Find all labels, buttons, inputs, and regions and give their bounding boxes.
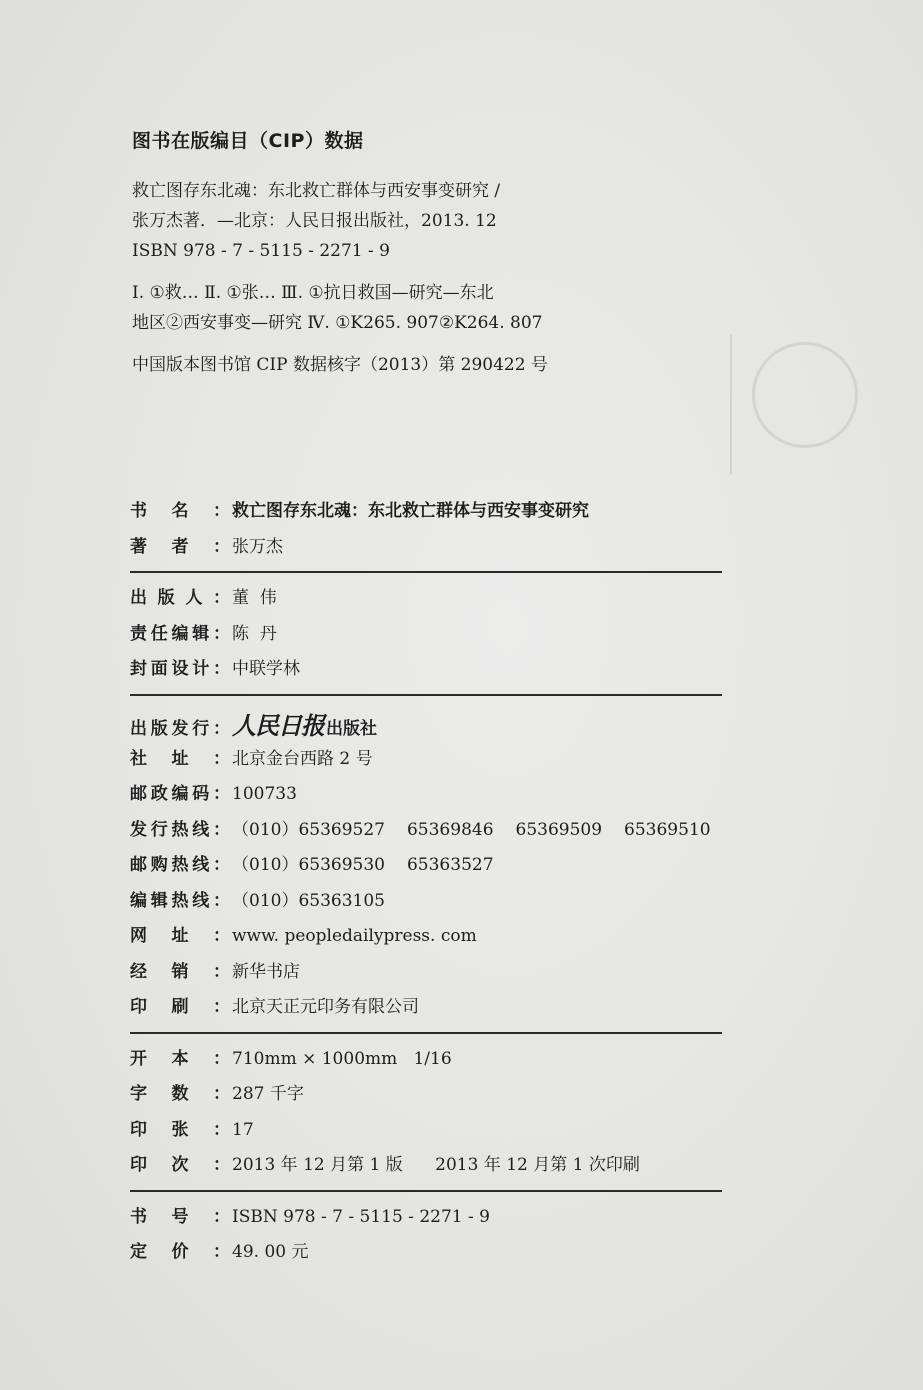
label: 网 址 ： <box>130 926 230 946</box>
row-edition <box>130 1150 722 1186</box>
row-seller <box>130 957 722 993</box>
divider <box>130 1032 722 1034</box>
phone-number: 65369510 <box>624 819 711 840</box>
bleed-through-seal <box>752 342 858 448</box>
cip-line-title: 救亡图存东北魂：东北救亡群体与西安事变研究 / <box>132 181 501 201</box>
editor-value: 陈 丹 <box>232 623 277 644</box>
cip-line-author: 张万杰著．—北京：人民日报出版社，2013. 12 <box>132 211 497 231</box>
label: 书 名 ： <box>130 501 230 521</box>
cover-design-value: 中联学林 <box>232 659 300 679</box>
row-editor <box>130 619 722 655</box>
row-isbn <box>130 1202 722 1238</box>
divider <box>130 571 722 573</box>
distributor-value: 出版社 <box>326 718 377 739</box>
row-sales-hotline <box>130 815 722 851</box>
cip-title: 图书在版编目（CIP）数据 <box>132 130 364 152</box>
cip-line-classification-1: Ⅰ. ①救… Ⅱ. ①张… Ⅲ. ①抗日救国—研究—东北 <box>132 283 494 303</box>
website-value: www. peopledailypress. com <box>232 926 477 946</box>
row-author <box>130 532 722 568</box>
row-mail-order <box>130 850 722 886</box>
format-value: 710mm × 1000mm 1/16 <box>232 1048 452 1069</box>
row-sheets <box>130 1115 722 1151</box>
row-word-count <box>130 1079 722 1115</box>
phone-number: 65369846 <box>406 819 494 840</box>
publisher-logo: 人民日报 <box>232 710 324 740</box>
row-price <box>130 1237 722 1273</box>
author-value: 张万杰 <box>232 536 283 557</box>
row-book-name <box>130 496 722 532</box>
divider <box>130 1190 722 1192</box>
publication-info <box>130 496 722 1273</box>
area-code: （010） <box>232 855 299 875</box>
isbn-value: ISBN 978 - 7 - 5115 - 2271 - 9 <box>232 1206 490 1227</box>
label: 发 行 热 线 ： <box>130 819 230 840</box>
phone-number: 65369527 <box>298 819 385 840</box>
cip-line-isbn: ISBN 978 - 7 - 5115 - 2271 - 9 <box>132 241 390 261</box>
area-code: （010） <box>232 819 299 840</box>
label: 印 次 ： <box>130 1155 230 1175</box>
cip-block <box>132 126 752 380</box>
seller-value: 新华书店 <box>232 961 300 982</box>
label: 经 销 ： <box>130 961 230 982</box>
row-format <box>130 1044 722 1080</box>
label: 出 版 发 行 ： <box>130 718 230 739</box>
label: 著 者 ： <box>130 536 230 557</box>
postcode-value: 100733 <box>232 784 297 804</box>
word-count-value: 287 千字 <box>232 1084 304 1104</box>
label: 印 张 ： <box>130 1119 230 1140</box>
label: 字 数 ： <box>130 1084 230 1104</box>
label: 开 本 ： <box>130 1048 230 1069</box>
row-distributor <box>130 706 722 744</box>
book-name-value: 救亡图存东北魂：东北救亡群体与西安事变研究 <box>232 501 589 521</box>
publisher-person-value: 董 伟 <box>232 588 277 608</box>
label: 邮 政 编 码 ： <box>130 784 230 804</box>
area-code: （010） <box>232 890 299 911</box>
address-value: 北京金台西路 2 号 <box>232 748 373 769</box>
edition-value: 2013 年 12 月第 1 版 2013 年 12 月第 1 次印刷 <box>232 1155 640 1175</box>
row-address <box>130 744 722 780</box>
label: 邮 购 热 线 ： <box>130 855 230 875</box>
label: 出 版 人 ： <box>130 588 230 608</box>
label: 书 号 ： <box>130 1206 230 1227</box>
row-postcode <box>130 779 722 815</box>
label: 定 价 ： <box>130 1242 230 1262</box>
phone-number: 65369509 <box>515 819 603 840</box>
phone-number: 65363527 <box>406 855 494 875</box>
label: 印 刷 ： <box>130 997 230 1017</box>
divider <box>130 694 722 696</box>
price-value: 49. 00 元 <box>232 1242 309 1262</box>
label: 社 址 ： <box>130 748 230 769</box>
sheets-value: 17 <box>232 1119 254 1140</box>
cip-line-classification-2: 地区②西安事变—研究 Ⅳ. ①K265. 907②K264. 807 <box>132 313 543 333</box>
cip-line-registration: 中国版本图书馆 CIP 数据核字（2013）第 290422 号 <box>132 355 548 375</box>
phone-number: 65369530 <box>298 855 385 875</box>
label: 编 辑 热 线 ： <box>130 890 230 911</box>
row-printer <box>130 992 722 1028</box>
row-publisher-person <box>130 583 722 619</box>
printer-value: 北京天正元印务有限公司 <box>232 997 419 1017</box>
label: 封 面 设 计 ： <box>130 659 230 679</box>
row-website <box>130 921 722 957</box>
phone-number: 65363105 <box>298 890 385 911</box>
row-cover-design <box>130 654 722 690</box>
row-editorial <box>130 886 722 922</box>
label: 责 任 编 辑 ： <box>130 623 230 644</box>
